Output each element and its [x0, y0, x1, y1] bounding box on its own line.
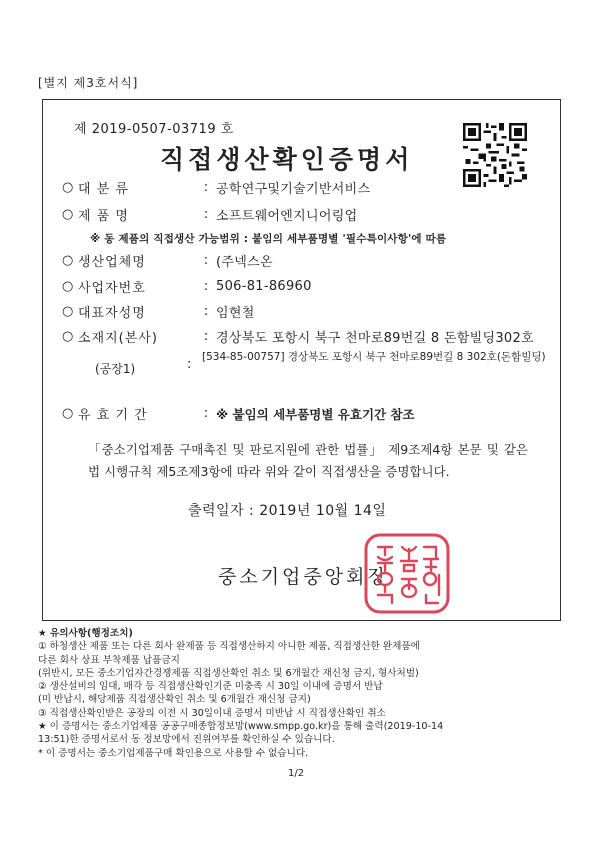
issuer-name: 중소기업중앙회장 — [218, 566, 389, 588]
field-value: 소프트웨어엔지니어링업 — [216, 208, 358, 224]
qr-code-icon — [463, 123, 527, 187]
field-ceo — [62, 300, 255, 322]
bullet: ○ — [62, 406, 74, 421]
field-label: 유 효 기 간 — [78, 408, 148, 423]
document-title: 직접생산확인증명서 — [160, 145, 414, 174]
field-label: 제 품 명 — [78, 208, 129, 224]
colon: : — [203, 206, 209, 222]
field-value: 공학연구및기술기반서비스 — [216, 181, 371, 197]
note-line: ③ 직접생산확인받은 공장의 이전 시 30일이내 증명서 미반납 시 직접생산확인 취소 — [38, 707, 386, 719]
note-line: 다른 회사 상표 부착제품 납품금지 — [38, 654, 180, 666]
note-line: * 이 증명서는 중소기업제품구매 확인용으로 사용할 수 없습니다. — [38, 747, 309, 759]
notes-heading: ★ 유의사항(행정조치) — [38, 628, 133, 639]
scope-note: ※ 동 제품의 직접생산 가능범위 : 붙임의 세부품명별 '필수특이사항'에 따름 — [90, 233, 447, 245]
field-label: 대 분 류 — [78, 181, 129, 197]
field-label: 대표자성명 — [78, 305, 146, 321]
field-product — [62, 203, 357, 225]
colon: : — [203, 303, 209, 319]
notes-section — [38, 627, 568, 760]
colon: : — [203, 406, 209, 421]
field-category — [62, 176, 370, 198]
colon: : — [203, 179, 209, 195]
field-company — [62, 249, 273, 271]
colon: : — [187, 357, 192, 372]
bullet: ○ — [62, 252, 74, 268]
field-value: ※ 붙임의 세부품명별 유효기간 참조 — [216, 406, 415, 422]
field-value: (주넥스온 — [216, 254, 273, 270]
field-address — [62, 325, 534, 347]
note-line: (미 반납시, 해당제품 직접생산확인 취소 및 6개월간 재신청 금지) — [38, 694, 311, 706]
certificate-number: 제 2019-0507-03719 호 — [74, 122, 234, 137]
issue-date: 출력일자 : 2019년 10월 14일 — [188, 503, 387, 519]
bullet: ○ — [62, 179, 74, 195]
field-bizno — [62, 275, 312, 297]
note-line: ★ 이 증명서는 중소기업제품 공공구매종합정보망(www.smpp.go.kr)을 통해 출력(2019-10-14 — [38, 721, 444, 733]
colon: : — [203, 278, 209, 294]
note-line: ② 생산설비의 임대, 매각 등 직접생산확인기준 미충족 시 30일 이내에 증명서 반납 — [38, 681, 383, 693]
bullet: ○ — [62, 206, 74, 222]
field-value: 경상북도 포항시 북구 천마로89번길 8 돈함빌딩302호 — [216, 330, 534, 346]
field-label: 생산업체명 — [78, 254, 146, 270]
official-seal — [364, 533, 450, 614]
bullet: ○ — [62, 303, 74, 319]
certification-statement: 「중소기업제품 구매촉진 및 판로지원에 관한 법률」 제9조제4항 본문 및 같은 법 시행규칙 제5조제3항에 따라 위와 같이 직접생산을 증명합니다. — [88, 442, 528, 479]
note-line: 13:51)한 증명서로서 동 정보망에서 진위여부를 확인하실 수 있습니다. — [38, 734, 335, 746]
factory-value: [534-85-00757] 경상북도 포항시 북구 천마로89번길 8 302호(돈함빌딩) — [202, 351, 546, 363]
factory-label: (공장1) — [95, 362, 136, 376]
form-label: [별지 제3호서식] — [38, 76, 139, 90]
colon: : — [203, 328, 209, 344]
field-label: 사업자번호 — [78, 280, 146, 296]
field-value: 506-81-86960 — [216, 278, 312, 294]
field-label: 소재지(본사) — [78, 330, 158, 346]
page-number: 1/2 — [288, 768, 305, 779]
note-line: (위반시, 모든 중소기업자간경쟁제품 직접생산확인 취소 및 6개월간 재신청 금지, 형사처벌) — [38, 667, 419, 679]
note-line: ① 하청생산 제품 또는 다른 회사 완제품 등 직접생산하지 아니한 제품, 직접생산한 완제품에 — [38, 641, 420, 653]
colon: : — [203, 252, 209, 268]
bullet: ○ — [62, 328, 74, 344]
field-value: 임현철 — [216, 305, 255, 321]
bullet: ○ — [62, 278, 74, 294]
field-validity — [62, 404, 415, 423]
